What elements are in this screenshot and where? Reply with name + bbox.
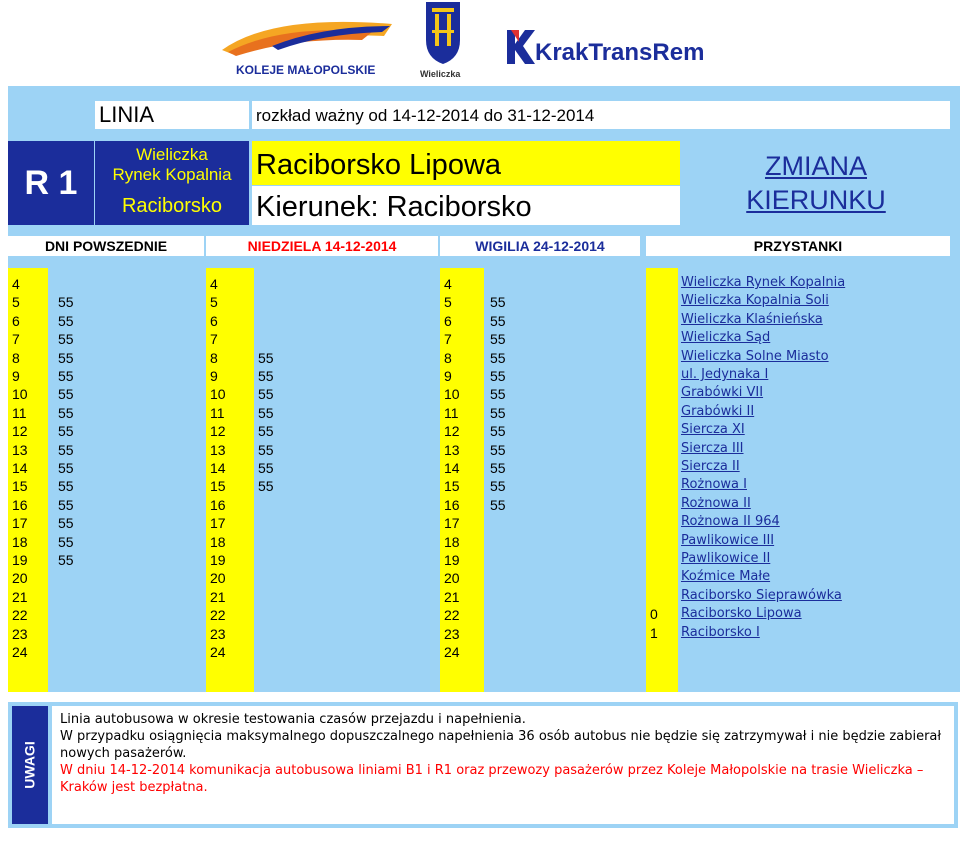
sunday-minutes: 55	[258, 349, 274, 366]
sunday-hour: 4	[210, 276, 218, 292]
kraktransrem-logo	[505, 26, 705, 70]
route-from-line2: Rynek Kopalnia	[112, 165, 232, 184]
line-label: LINIA	[95, 101, 249, 129]
christmas-eve-hour: 8	[444, 349, 452, 366]
stop-number: 1	[650, 624, 658, 641]
route-box	[95, 141, 249, 225]
koleje-malopolskie-logo	[212, 6, 402, 78]
christmas-eve-hour: 12	[444, 423, 460, 440]
weekday-hour: 17	[12, 515, 28, 532]
stop-link[interactable]: Raciborsko Sieprawówka	[681, 587, 842, 603]
sunday-hour: 11	[210, 404, 225, 421]
stop-link[interactable]: Wieliczka Kopalnia Soli	[681, 293, 829, 309]
stop-number: 0	[650, 606, 658, 623]
weekday-minutes: 55	[58, 533, 74, 550]
stop-link[interactable]: Wieliczka Sąd	[681, 330, 771, 346]
weekday-hour: 22	[12, 607, 28, 624]
weekday-minutes: 55	[58, 386, 74, 403]
weekday-minutes: 55	[58, 423, 74, 440]
christmas-eve-hour: 6	[444, 312, 452, 329]
line-number: R 1	[8, 141, 94, 225]
christmas-eve-hour: 10	[444, 386, 460, 403]
christmas-eve-hour: 16	[444, 496, 460, 513]
note-line-2: W przypadku osiągnięcia maksymalnego dopuszczalnego napełnienia 36 osób autobus nie będzie się zatrzymywał i nie będzie zabierał nowych pasażerów.	[60, 729, 942, 761]
christmas-eve-hour: 18	[444, 533, 460, 550]
weekday-hour: 13	[12, 441, 28, 458]
sunday-hour: 6	[210, 312, 218, 329]
christmas-eve-hour: 20	[444, 570, 460, 587]
weekday-minutes: 55	[58, 441, 74, 458]
sunday-hour: 21	[210, 588, 226, 605]
christmas-eve-hour: 11	[444, 404, 459, 421]
weekday-minutes: 55	[58, 331, 74, 348]
weekday-minutes: 55	[58, 515, 74, 532]
stop-link[interactable]: Siercza III	[681, 440, 744, 456]
christmas-eve-minutes: 55	[490, 294, 506, 311]
logo-bar	[0, 0, 960, 84]
christmas-eve-hour: 15	[444, 478, 460, 495]
sunday-minutes: 55	[258, 478, 274, 495]
stop-link[interactable]: Wieliczka Klaśnieńska	[681, 311, 823, 327]
weekday-hour: 19	[12, 552, 28, 568]
stop-link[interactable]: Pawlikowice III	[681, 532, 775, 548]
christmas-eve-minutes: 55	[490, 349, 506, 366]
sunday-hour: 14	[210, 460, 226, 476]
stop-link[interactable]: Grabówki II	[681, 403, 755, 419]
christmas-eve-hour: 13	[444, 441, 460, 458]
weekday-hour: 21	[12, 588, 28, 605]
christmas-eve-minutes: 55	[490, 460, 506, 476]
weekday-hour: 18	[12, 533, 28, 550]
sunday-hour: 12	[210, 423, 226, 440]
sunday-hour: 16	[210, 496, 226, 513]
sunday-header: NIEDZIELA 14-12-2014	[206, 236, 438, 256]
sunday-hour: 10	[210, 386, 226, 403]
stop-link[interactable]: Siercza XI	[681, 422, 745, 438]
sunday-hour: 5	[210, 294, 218, 311]
christmas-eve-header: WIGILIA 24-12-2014	[440, 236, 640, 256]
route-to: Raciborsko	[121, 195, 223, 217]
stop-link[interactable]: Wieliczka Rynek Kopalnia	[681, 275, 846, 290]
sunday-hour: 23	[210, 625, 226, 642]
note-line-3: W dniu 14-12-2014 komunikacja autobusowa liniami B1 i R1 oraz przewozy pasażerów przez Koleje Małopolskie na trasie Wieliczka – Kraków jest bezpłatna.	[60, 763, 924, 795]
sunday-hour: 8	[210, 349, 218, 366]
christmas-eve-minutes: 55	[490, 478, 506, 495]
christmas-eve-hour: 21	[444, 588, 460, 605]
christmas-eve-minutes: 55	[490, 404, 506, 421]
christmas-eve-minutes: 55	[490, 441, 506, 458]
validity-period: rozkład ważny od 14-12-2014 do 31-12-2014	[252, 101, 950, 129]
stop-link[interactable]: Rożnowa II 964	[681, 514, 780, 530]
christmas-eve-hour: 9	[444, 368, 452, 384]
stops-header: PRZYSTANKI	[646, 236, 950, 256]
christmas-eve-hour: 14	[444, 460, 460, 476]
christmas-eve-minutes: 55	[490, 331, 506, 348]
weekday-hour: 5	[12, 294, 20, 311]
weekday-hour: 6	[12, 312, 20, 329]
sunday-hour: 17	[210, 515, 226, 532]
stop-link[interactable]: Wieliczka Solne Miasto	[681, 348, 829, 364]
weekday-minutes: 55	[58, 496, 74, 513]
sunday-hour: 7	[210, 331, 218, 348]
sunday-minutes: 55	[258, 368, 274, 384]
weekday-hour: 16	[12, 496, 28, 513]
weekday-hour: 11	[12, 404, 27, 421]
change-direction-line1: ZMIANA	[764, 151, 867, 181]
christmas-eve-hour: 22	[444, 607, 460, 624]
weekday-hour: 12	[12, 423, 28, 440]
weekday-hour: 7	[12, 331, 20, 348]
sunday-minutes: 55	[258, 386, 274, 403]
sunday-hour: 24	[210, 644, 226, 660]
weekday-hour: 9	[12, 368, 20, 384]
weekday-minutes: 55	[58, 368, 74, 384]
stop-link[interactable]: Koźmice Małe	[681, 569, 771, 585]
weekday-hour: 15	[12, 478, 28, 495]
stop-link[interactable]: Pawlikowice II	[681, 551, 771, 566]
sunday-hour: 19	[210, 552, 226, 568]
christmas-eve-minutes: 55	[490, 368, 506, 384]
christmas-eve-hour: 7	[444, 331, 452, 348]
sunday-hour: 13	[210, 441, 226, 458]
weekday-minutes: 55	[58, 404, 74, 421]
christmas-eve-minutes: 55	[490, 496, 506, 513]
stop-link[interactable]: ul. Jedynaka I	[681, 367, 769, 382]
sunday-minutes: 55	[258, 460, 274, 476]
weekday-minutes: 55	[58, 478, 74, 495]
christmas-eve-hour: 19	[444, 552, 460, 568]
christmas-eve-hour: 4	[444, 276, 452, 292]
sunday-hour: 15	[210, 478, 226, 495]
christmas-eve-hour: 5	[444, 294, 452, 311]
koleje-logo-text: KOLEJE MAŁOPOLSKIE	[236, 63, 376, 77]
sunday-hour: 22	[210, 607, 226, 624]
notes-label-text: UWAGI	[22, 741, 39, 789]
wieliczka-logo-text: Wieliczka	[420, 69, 461, 79]
sunday-minutes: 55	[258, 404, 274, 421]
christmas-eve-hour: 23	[444, 625, 460, 642]
sunday-hour: 20	[210, 570, 226, 587]
stop-link[interactable]: Siercza II	[681, 459, 740, 474]
christmas-eve-minutes: 55	[490, 423, 506, 440]
kraktransrem-logo-text: KrakTransRem	[535, 39, 705, 66]
notes-label	[12, 706, 48, 824]
weekday-minutes: 55	[58, 349, 74, 366]
stop-link[interactable]: Rożnowa II	[681, 495, 751, 511]
weekday-hour: 14	[12, 460, 28, 476]
notes-box	[52, 706, 954, 824]
stop-link[interactable]: Raciborsko Lipowa	[681, 606, 802, 622]
wieliczka-coat-of-arms	[418, 0, 468, 80]
change-direction-link[interactable]	[682, 141, 950, 225]
sunday-hour: 9	[210, 368, 218, 384]
weekday-minutes: 55	[58, 312, 74, 329]
route-from-line1: Wieliczka	[136, 145, 208, 164]
stop-link[interactable]: Raciborsko I	[681, 624, 760, 640]
stop-link[interactable]: Grabówki VII	[681, 385, 764, 401]
destination-stop: Raciborsko Lipowa	[252, 141, 680, 185]
stop-link[interactable]: Rożnowa I	[681, 477, 747, 493]
sunday-hour: 18	[210, 533, 226, 550]
weekday-hour: 20	[12, 570, 28, 587]
sunday-minutes: 55	[258, 423, 274, 440]
christmas-eve-minutes: 55	[490, 386, 506, 403]
weekday-minutes: 55	[58, 294, 74, 311]
weekday-minutes: 55	[58, 552, 74, 568]
weekday-hour: 24	[12, 644, 28, 660]
christmas-eve-hour: 17	[444, 515, 460, 532]
weekdays-header: DNI POWSZEDNIE	[8, 236, 204, 256]
change-direction-line2: KIERUNKU	[746, 185, 886, 215]
christmas-eve-minutes: 55	[490, 312, 506, 329]
weekday-hour: 23	[12, 625, 28, 642]
weekday-hour: 8	[12, 349, 20, 366]
weekday-minutes: 55	[58, 460, 74, 476]
christmas-eve-hour: 24	[444, 644, 460, 660]
direction: Kierunek: Raciborsko	[252, 186, 680, 225]
weekday-hour: 10	[12, 386, 28, 403]
weekday-hour: 4	[12, 276, 20, 292]
sunday-minutes: 55	[258, 441, 274, 458]
note-line-1: Linia autobusowa w okresie testowania czasów przejazdu i napełnienia.	[60, 712, 526, 727]
